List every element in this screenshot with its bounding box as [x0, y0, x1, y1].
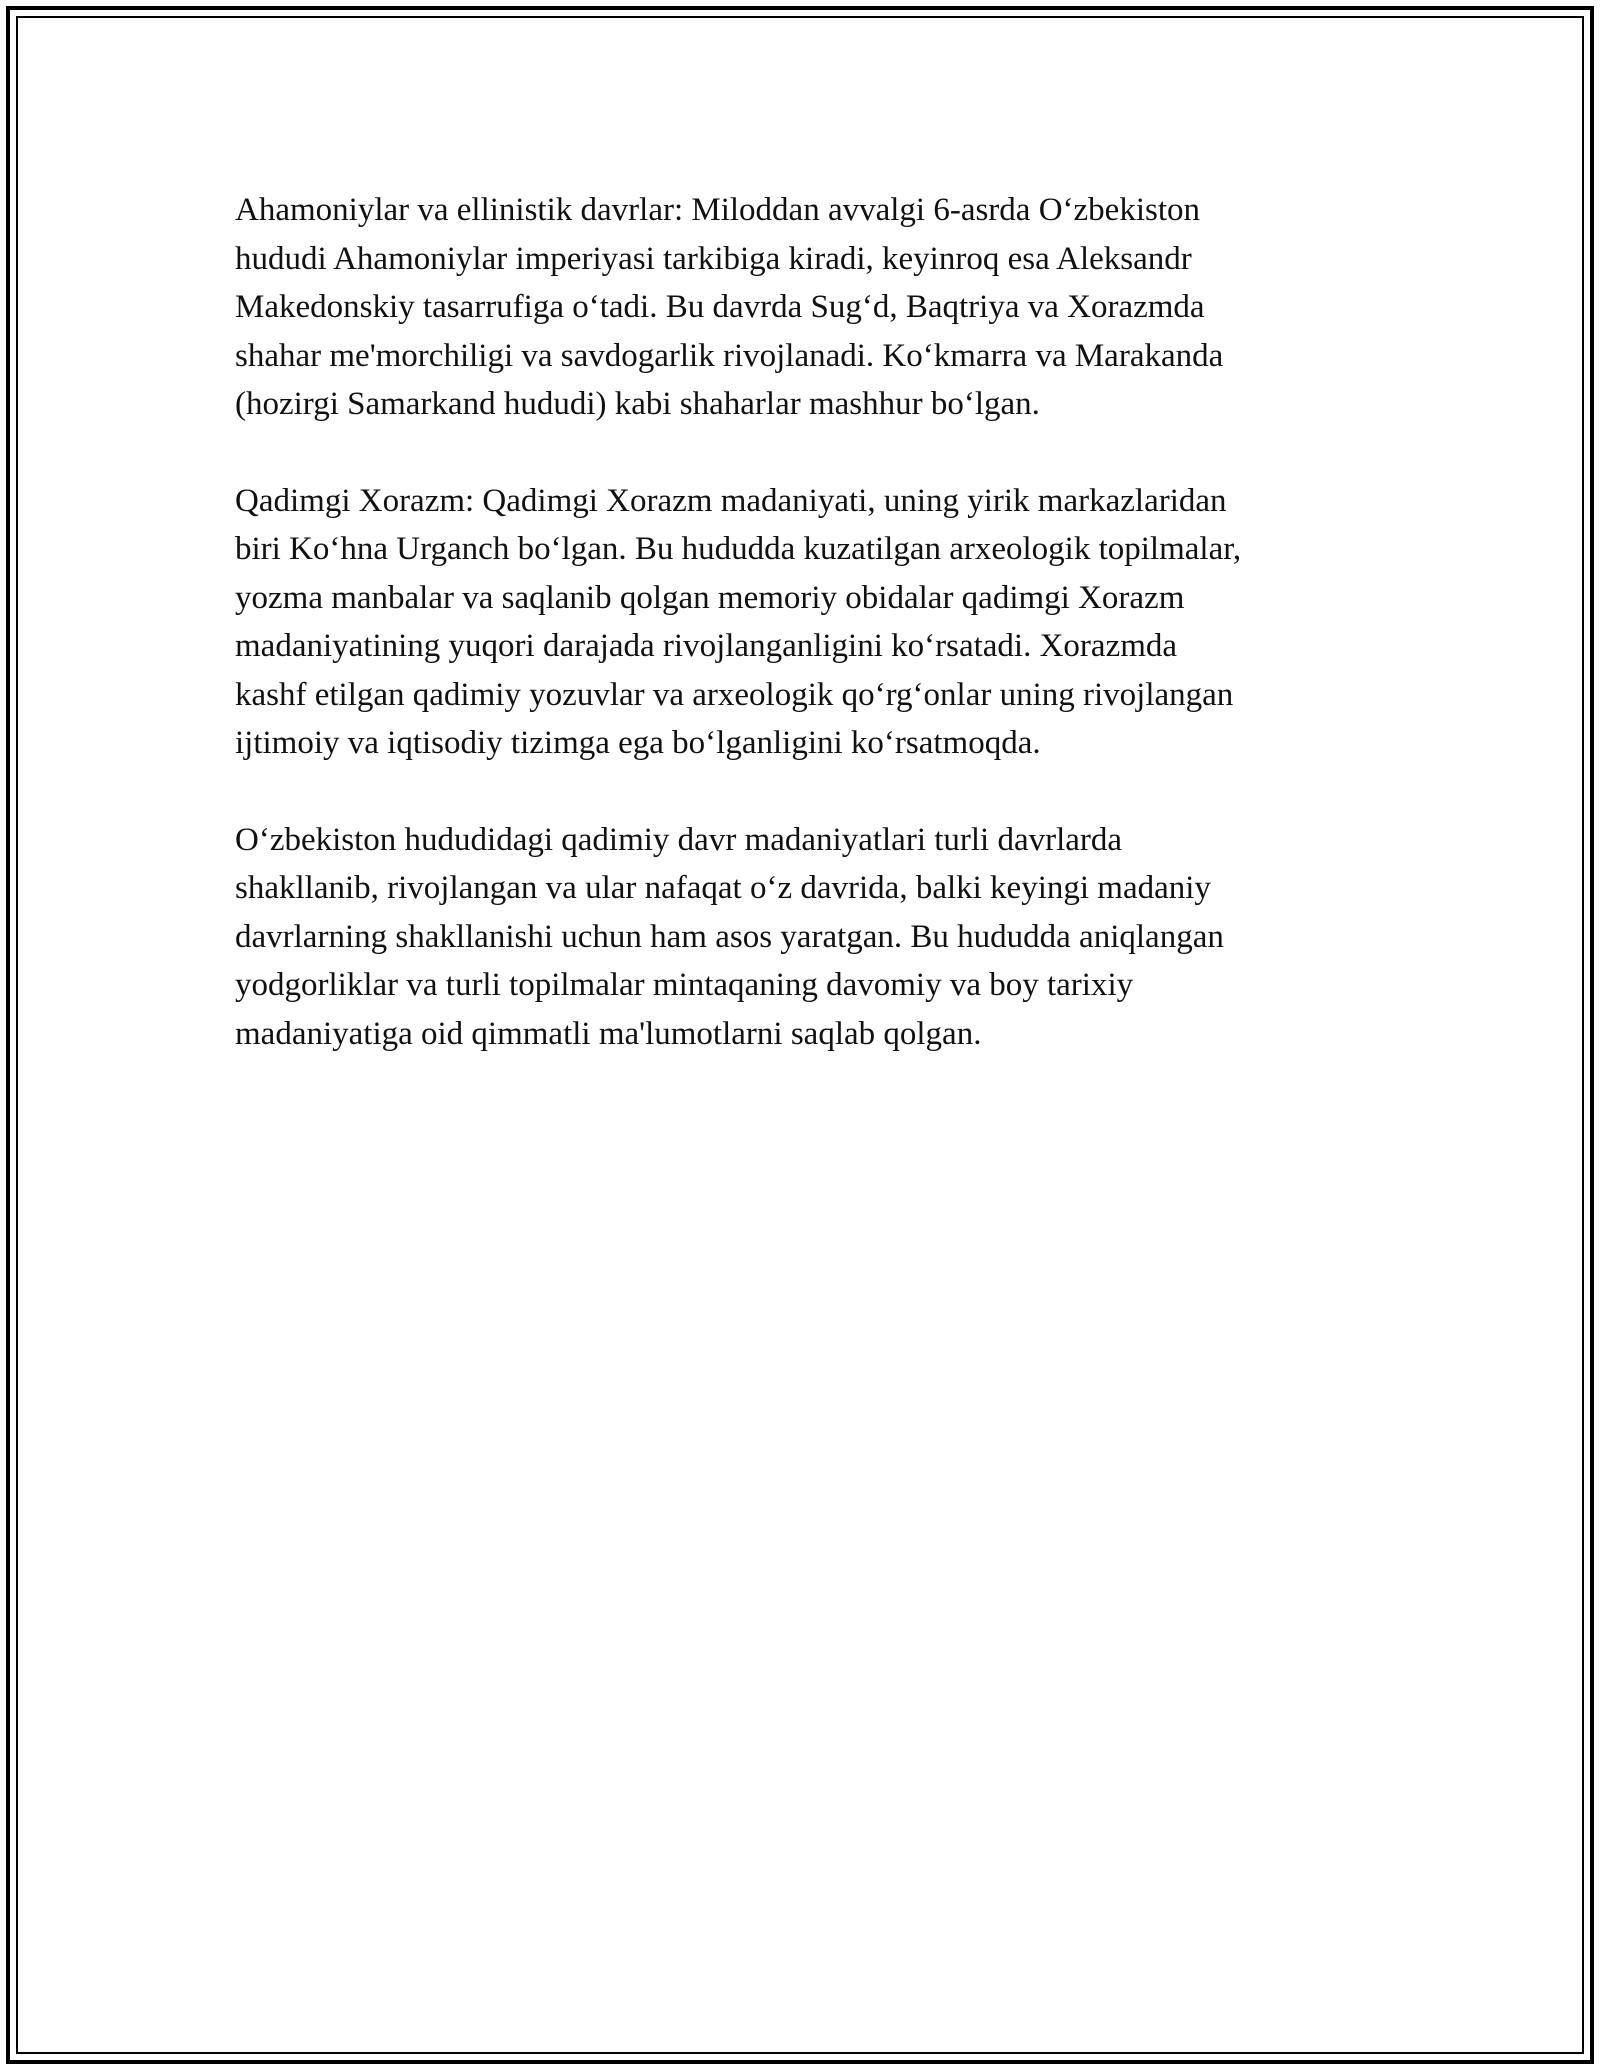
paragraph-achaemenid-hellenistic: Ahamoniylar va ellinistik davrlar: Miloddan avvalgi 6-asrda Oʻzbekiston hududi Ahamoniylar imperiyasi tarkibiga kiradi, keyinroq esa Aleksandr Makedonskiy tasarrufiga oʻtadi. Bu davrda Sugʻd, Baqtriya va Xorazmda shahar me'morchiligi va savdogarlik rivojlanadi. Koʻkmarra va Marakanda (hozirgi Samarkand hududi) kabi shaharlar mashhur boʻlgan.: [235, 192, 1224, 422]
document-body: [235, 186, 1375, 1106]
paragraph-conclusion: Oʻzbekiston hududidagi qadimiy davr madaniyatlari turli davrlarda shakllanib, rivojlangan va ular nafaqat oʻz davrida, balki keyingi madaniy davrlarning shakllanishi uchun ham asos yaratgan. Bu hududda aniqlangan yodgorliklar va turli topilmalar mintaqaning davomiy va boy tarixiy madaniyatiga oid qimmatli ma'lumotlarni saqlab qolgan.: [235, 821, 1224, 1052]
paragraph-ancient-khorezm: Qadimgi Xorazm: Qadimgi Xorazm madaniyati, uning yirik markazlaridan biri Koʻhna Urganch boʻlgan. Bu hududda kuzatilgan arxeologik topilmalar, yozma manbalar va saqlanib qolgan memoriy obidalar qadimgi Xorazm madaniyatining yuqori darajada rivojlanganligini koʻrsatadi. Xorazmda kashf etilgan qadimiy yozuvlar va arxeologik qoʻrgʻonlar uning rivojlangan ijtimoiy va iqtisodiy tizimga ega boʻlganligini koʻrsatmoqda.: [235, 482, 1242, 761]
